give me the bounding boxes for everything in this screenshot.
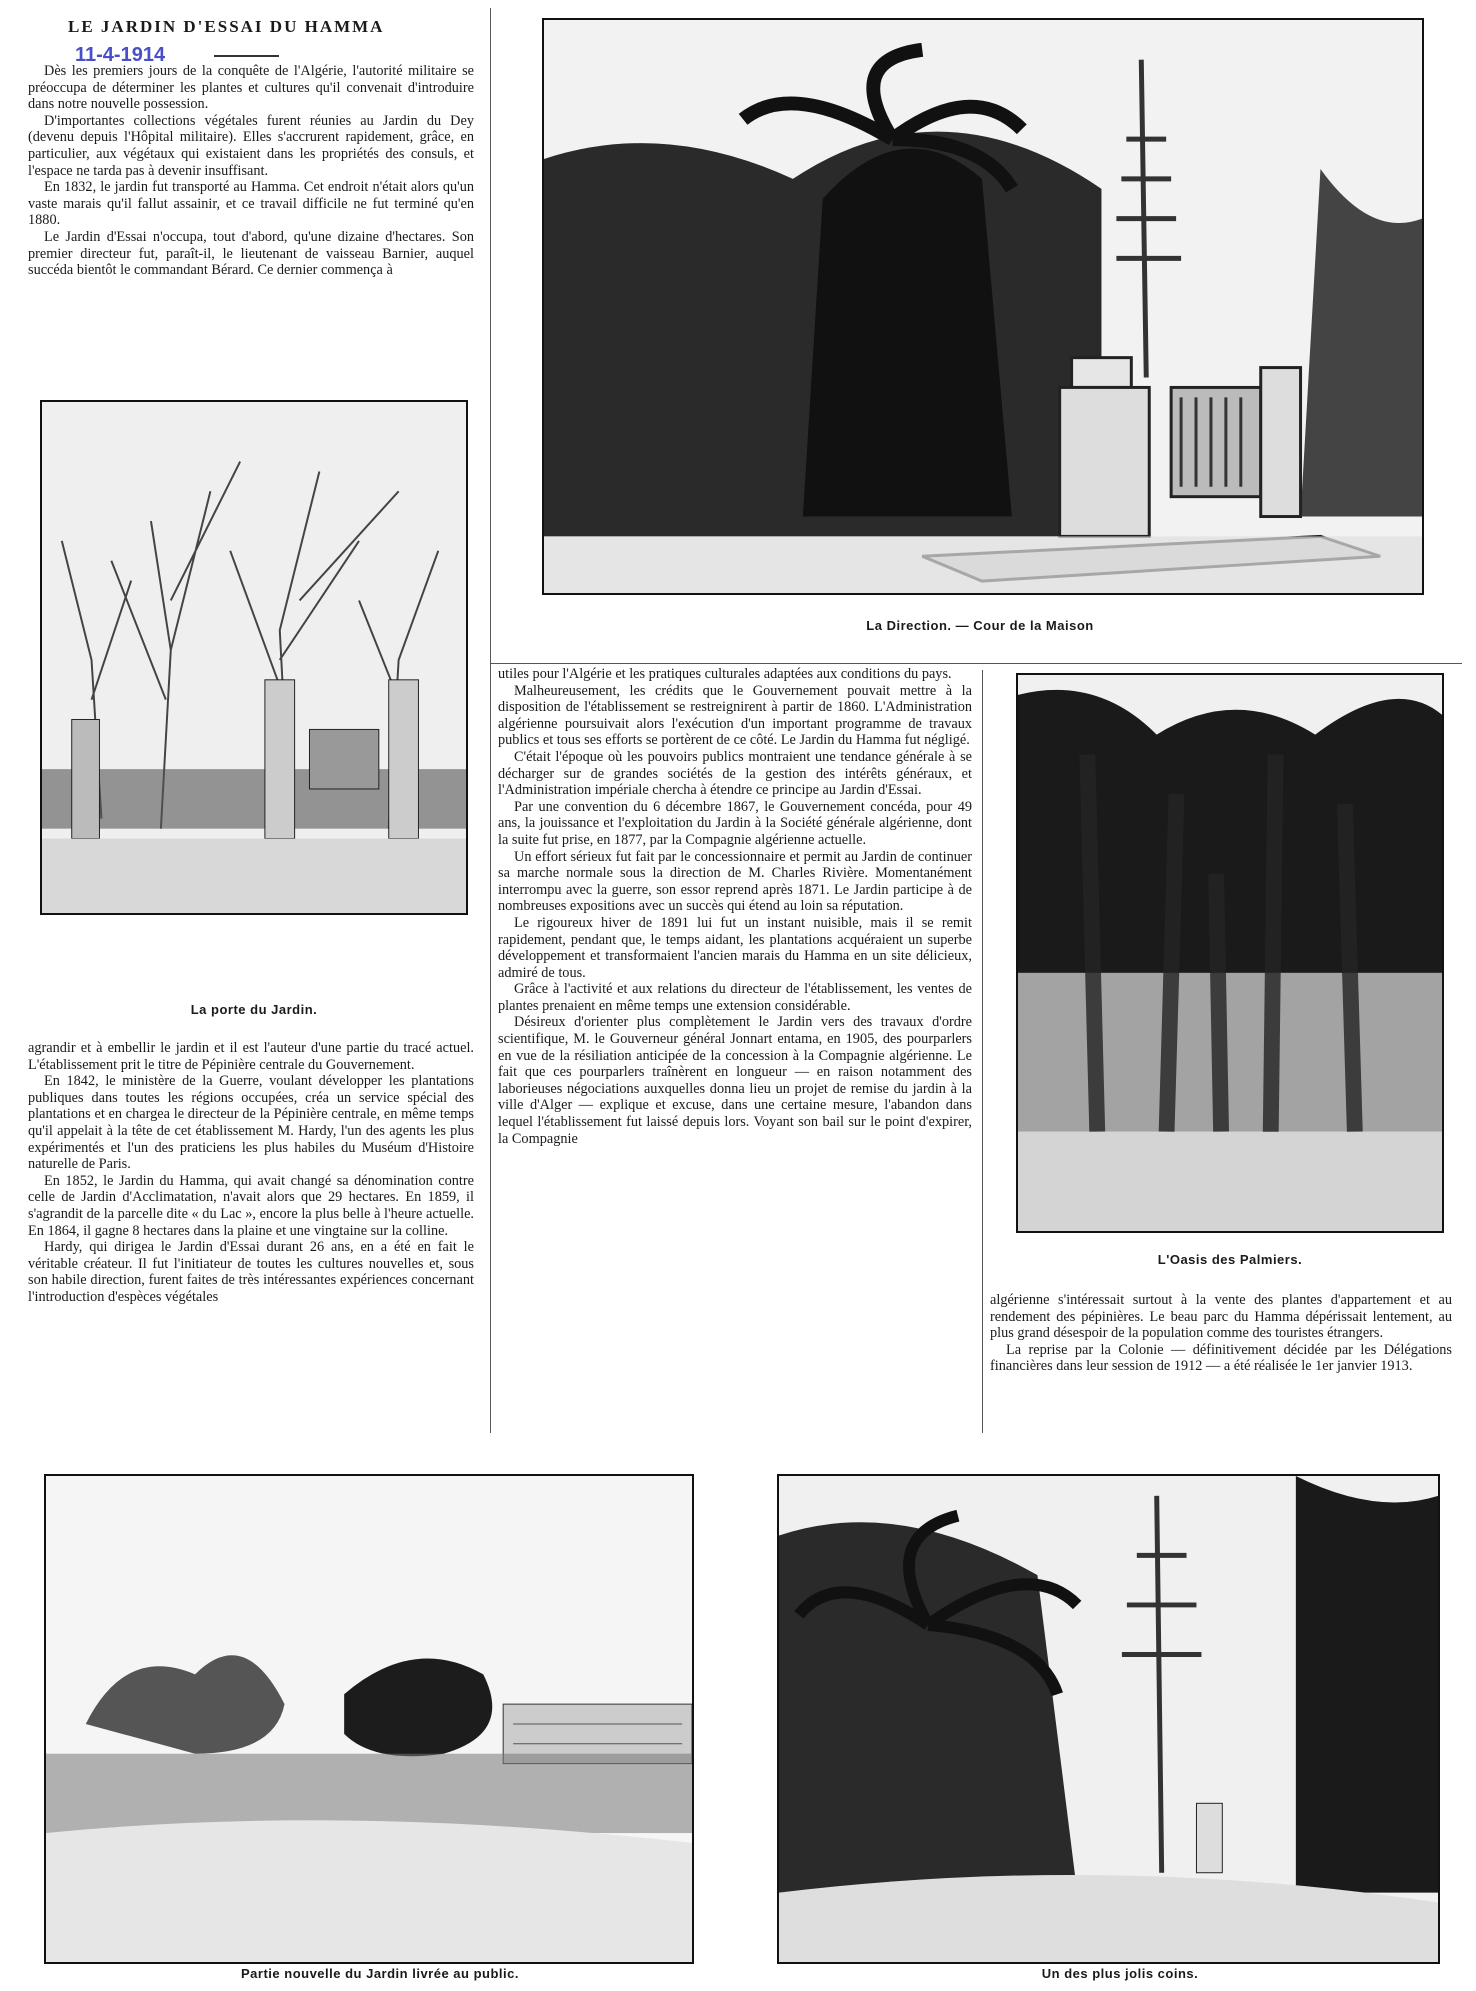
paragraph: Désireux d'orienter plus complètement le Jardin vers des travaux d'ordre scientifique, M. le Gouverneur général Jonnart entama, en 1905, des pourparlers en vue de la résiliation anticipée de la concession à la Compagnie algérienne. Le fait que ces pourparlers traînèrent en longueur — en raison notamment des laborieuses négociations auxquelles donna lieu un projet de remise du jardin à la ville d'Alger — explique et excuse, dans une certaine mesure, l'abandon dans lequel l'établissement fut laissé depuis lors. Voyant son bail sur le point d'expirer, la Compagnie	[498, 1014, 972, 1147]
paragraph: Malheureusement, les crédits que le Gouvernement pouvait mettre à la disposition de l'établissement se restreignirent à partir de 1860. L'Administration algérienne poursuivait alors l'exécution d'un important programme de travaux publics et tous ses efforts se portèrent de ce côté. Le Jardin du Hamma fut négligé.	[498, 682, 972, 749]
paragraph: En 1832, le jardin fut transporté au Hamma. Cet endroit n'était alors qu'un vaste marais qu'il fallut assainir, et ce travail difficile ne fut terminé qu'en 1880.	[28, 179, 474, 229]
photo-direction-courtyard	[542, 18, 1424, 595]
photo-pretty-corner	[777, 1474, 1440, 1964]
title-dash	[214, 55, 279, 57]
column-rule	[490, 8, 491, 1433]
caption-direction-courtyard: La Direction. — Cour de la Maison	[866, 618, 1094, 633]
paragraph: Dès les premiers jours de la conquête de l'Algérie, l'autorité militaire se préoccupa de déterminer les plantes et cultures qu'il convenait d'introduire dans notre nouvelle possession.	[28, 63, 474, 113]
caption-new-garden-section: Partie nouvelle du Jardin livrée au public.	[241, 1966, 519, 1981]
section-rule	[490, 663, 1462, 664]
paragraph: Le rigoureux hiver de 1891 lui fut un instant nuisible, mais il se remit rapidement, pendant que, le temps aidant, les plantations acquéraient un superbe développement et transformaient l'ancien marais du Hamma en un site délicieux, admiré de tous.	[498, 914, 972, 981]
photo-new-garden-section	[44, 1474, 694, 1964]
column2-text	[498, 666, 972, 1147]
photo-palm-oasis	[1016, 673, 1444, 1233]
column3-text	[990, 1292, 1452, 1375]
paragraph: Un effort sérieux fut fait par le concessionnaire et permit au Jardin de continuer sa marche normale sous la direction de M. Charles Rivière. Momentanément interrompu avec la guerre, son essor reprend après 1871. Le Jardin participe à de nombreuses expositions avec un succès qui étend au loin sa réputation.	[498, 848, 972, 915]
caption-palm-oasis: L'Oasis des Palmiers.	[1157, 1252, 1303, 1267]
paragraph: La reprise par la Colonie — définitivement décidée par les Délégations financières dans leur session de 1912 — a été réalisée le 1er janvier 1913.	[990, 1341, 1452, 1375]
paragraph: Le Jardin d'Essai n'occupa, tout d'abord, qu'une dizaine d'hectares. Son premier directeur fut, paraît-il, le lieutenant de vaisseau Barnier, auquel succéda bientôt le commandant Bérard. Ce dernier commença à	[28, 228, 474, 279]
caption-pretty-corner: Un des plus jolis coins.	[1041, 1966, 1199, 1981]
paragraph: En 1852, le Jardin du Hamma, qui avait changé sa dénomination contre celle de Jardin d'Acclimatation, n'avait alors que 29 hectares. En 1859, il s'agrandit de la parcelle dite « du Lac », encore la plus belle à l'heure actuelle. En 1864, il gagne 8 hectares dans la plaine et une vingtaine sur la colline.	[28, 1172, 474, 1239]
column1-top-text	[28, 63, 474, 279]
paragraph: En 1842, le ministère de la Guerre, voulant développer les plantations publiques dans toutes les régions occupées, créa un service spécial des plantations et en chargea le directeur de la Pépinière centrale, en même temps qu'il appelait à la tête de cet établissement M. Hardy, l'un des agents les plus expérimentés et l'un des praticiens les plus habiles du Muséum d'Histoire naturelle de Paris.	[28, 1073, 474, 1173]
paragraph: Grâce à l'activité et aux relations du directeur de l'établissement, les ventes de plantes prenaient en même temps une extension considérable.	[498, 981, 972, 1014]
column-rule	[982, 670, 983, 1433]
column1-bottom-text	[28, 1040, 474, 1306]
photo-garden-gate	[40, 400, 468, 915]
caption-garden-gate: La porte du Jardin.	[190, 1002, 318, 1017]
paragraph: algérienne s'intéressait surtout à la vente des plantes d'appartement et au rendement des pépinières. Le beau parc du Hamma dépérissait lentement, au plus grand désespoir de la population comme des touristes étrangers.	[990, 1292, 1452, 1342]
article-title: LE JARDIN D'ESSAI DU HAMMA	[68, 17, 385, 36]
paragraph: Hardy, qui dirigea le Jardin d'Essai durant 26 ans, en a été en fait le véritable créateur. Il fut l'initiateur de toutes les cultures nouvelles et, sous son habile direction, furent faites de très intéressantes expériences concernant l'introduction d'espèces végétales	[28, 1239, 474, 1305]
paragraph: D'importantes collections végétales furent réunies au Jardin du Dey (devenu depuis l'Hôpital militaire). Elles s'accrurent rapidement, grâce, en particulier, aux végétaux qui existaient dans les propriétés des consuls, et l'espace ne tarda pas à devenir insuffisant.	[28, 112, 474, 179]
paragraph: Par une convention du 6 décembre 1867, le Gouvernement concéda, pour 49 ans, la jouissance et l'exploitation du Jardin à la Société générale algérienne, dont la suite fut prise, en 1877, par la Compagnie algérienne actuelle.	[498, 798, 972, 848]
paragraph: C'était l'époque où les pouvoirs publics montraient une tendance générale à se décharger sur de grandes sociétés de la gestion des intérêts généraux, et l'Administration impériale chercha à étendre ce principe au Jardin d'Essai.	[498, 748, 972, 799]
handwritten-date: 11-4-1914	[75, 44, 166, 66]
paragraph: agrandir et à embellir le jardin et il est l'auteur d'une partie du tracé actuel. L'établissement prit le titre de Pépinière centrale du Gouvernement.	[28, 1040, 474, 1073]
paragraph: utiles pour l'Algérie et les pratiques culturales adaptées aux conditions du pays.	[498, 666, 952, 682]
